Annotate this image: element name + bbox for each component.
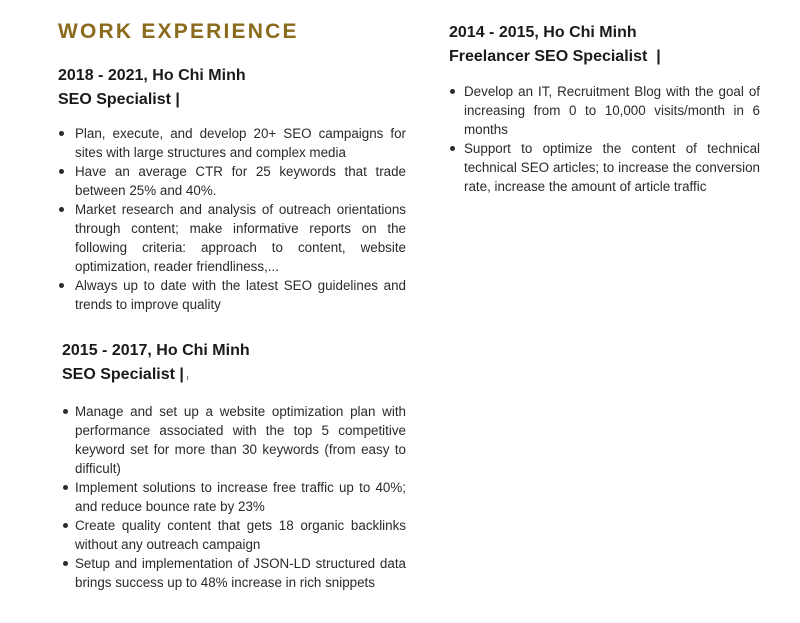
job-bullet-text: Have an average CTR for 25 keywords that trade between 25% and 40%. <box>75 164 406 198</box>
bullet-dot-icon <box>63 523 68 528</box>
job-bullet <box>62 402 406 478</box>
job-bullet <box>449 82 760 139</box>
section-title: WORK EXPERIENCE <box>58 20 299 43</box>
job-role: SEO Specialist | <box>58 91 180 108</box>
bullet-dot-icon <box>63 485 68 490</box>
job-bullet-text: Support to optimize the content of technical technical SEO articles; to increase the conversion rate, increase the amount of article traffic <box>464 141 760 194</box>
bullet-dot-icon <box>450 146 455 151</box>
job-role-line <box>62 363 406 387</box>
job-bullet-text: Always up to date with the latest SEO guidelines and trends to improve quality <box>75 278 406 312</box>
job-entry-2015-2017 <box>62 339 406 592</box>
bullet-dot-icon <box>59 283 64 288</box>
job-bullet <box>62 478 406 516</box>
job-bullet <box>62 516 406 554</box>
job-title: 2015 - 2017, Ho Chi Minh <box>62 342 250 359</box>
job-bullet-text: Manage and set up a website optimization plan with performance associated with the top 5 competitive keyword set for more than 30 keywords (from easy to difficult) <box>75 404 406 476</box>
bullet-dot-icon <box>63 561 68 566</box>
job-bullet-text: Implement solutions to increase free traffic up to 40%; and reduce bounce rate by 23% <box>75 480 406 514</box>
job-bullet-list <box>58 124 406 314</box>
job-bullet-text: Market research and analysis of outreach orientations through content; make informative reports on the following criteria: approach to content, website optimization, reader friendliness,... <box>75 202 406 274</box>
job-bullet <box>58 200 406 276</box>
bullet-dot-icon <box>59 169 64 174</box>
job-role: SEO Specialist | <box>62 366 184 383</box>
job-bullet <box>62 554 406 592</box>
job-bullet-text: Setup and implementation of JSON-LD structured data brings success up to 48% increase in rich snippets <box>75 556 406 590</box>
job-entry-2014-2015 <box>449 21 760 196</box>
bullet-dot-icon <box>59 131 64 136</box>
job-entry-2018-2021 <box>58 64 406 314</box>
bullet-dot-icon <box>59 207 64 212</box>
job-bullet <box>58 124 406 162</box>
bullet-dot-icon <box>450 89 455 94</box>
job-bullet <box>449 139 760 196</box>
job-bullet-text: Create quality content that gets 18 organic backlinks without any outreach campaign <box>75 518 406 552</box>
job-bullet-list <box>62 402 406 592</box>
job-title: 2014 - 2015, Ho Chi Minh <box>449 24 637 41</box>
job-role: Freelancer SEO Specialist | <box>449 48 661 65</box>
text-cursor-mark <box>187 376 188 380</box>
job-bullet <box>58 276 406 314</box>
job-bullet-text: Develop an IT, Recruitment Blog with the goal of increasing from 0 to 10,000 visits/month in 6 months <box>464 84 760 137</box>
bullet-dot-icon <box>63 409 68 414</box>
job-bullet-list <box>449 82 760 196</box>
job-title: 2018 - 2021, Ho Chi Minh <box>58 67 246 84</box>
job-bullet <box>58 162 406 200</box>
job-bullet-text: Plan, execute, and develop 20+ SEO campaigns for sites with large structures and complex media <box>75 126 406 160</box>
